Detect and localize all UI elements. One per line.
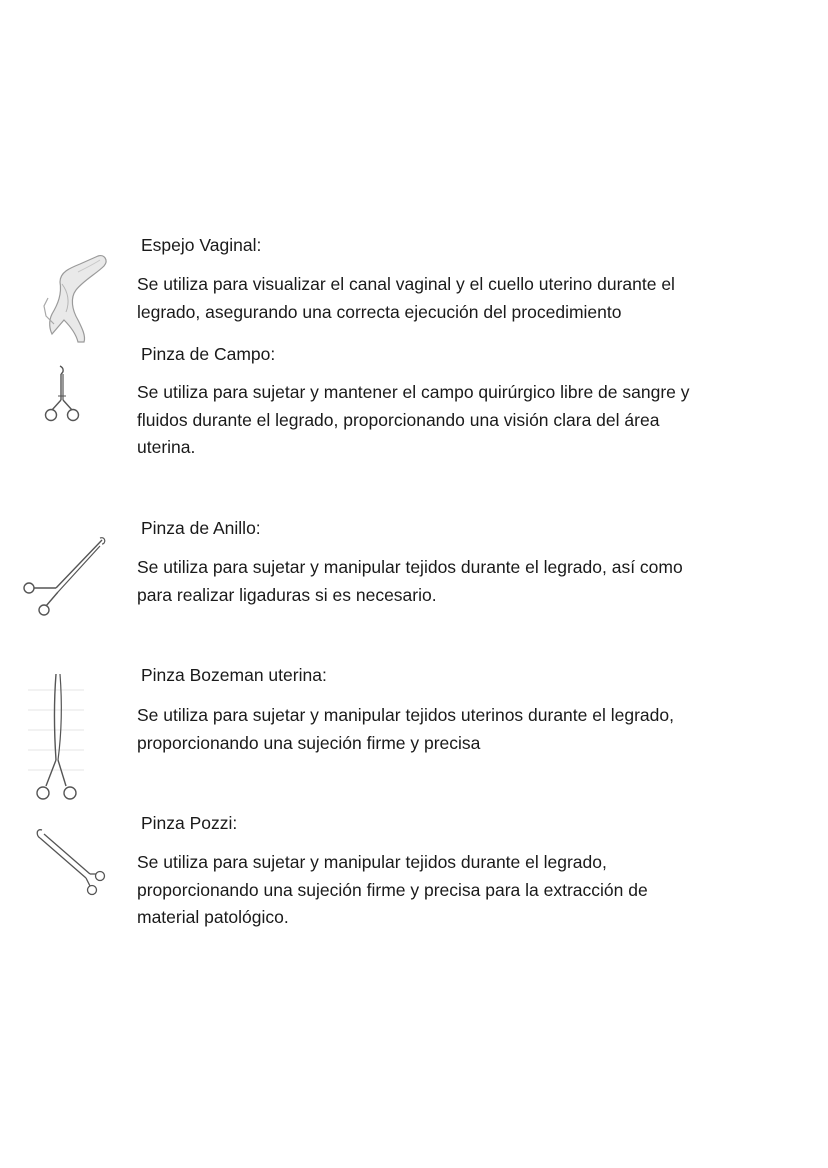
item-description: Se utiliza para sujetar y manipular tejidos uterinos durante el legrado, proporcionando una sujeción firme y precisa — [137, 705, 674, 753]
bozeman-forceps-icon — [26, 670, 86, 806]
item-description: Se utiliza para visualizar el canal vaginal y el cuello uterino durante el legrado, asegurando una correcta ejecución del procedimiento — [137, 274, 675, 322]
towel-clamp-icon — [42, 364, 82, 424]
item-description: Se utiliza para sujetar y manipular tejidos durante el legrado, así como para realizar ligaduras si es necesario. — [137, 557, 683, 605]
item-title: Pinza de Anillo: — [141, 518, 261, 538]
item-title: Pinza de Campo: — [141, 344, 276, 364]
item-title: Pinza Pozzi: — [141, 813, 238, 833]
ring-forceps-icon — [20, 536, 106, 620]
pozzi-forceps-icon — [32, 822, 106, 896]
speculum-icon — [38, 250, 110, 344]
item-title: Espejo Vaginal: — [141, 235, 262, 255]
item-description: Se utiliza para sujetar y mantener el campo quirúrgico libre de sangre y fluidos durante el legrado, proporcionando una visión clara del área uterina. — [137, 382, 690, 457]
item-description: Se utiliza para sujetar y manipular tejidos durante el legrado, proporcionando una sujeción firme y precisa para la extracción de material patológico. — [137, 852, 648, 927]
item-title: Pinza Bozeman uterina: — [141, 665, 327, 685]
